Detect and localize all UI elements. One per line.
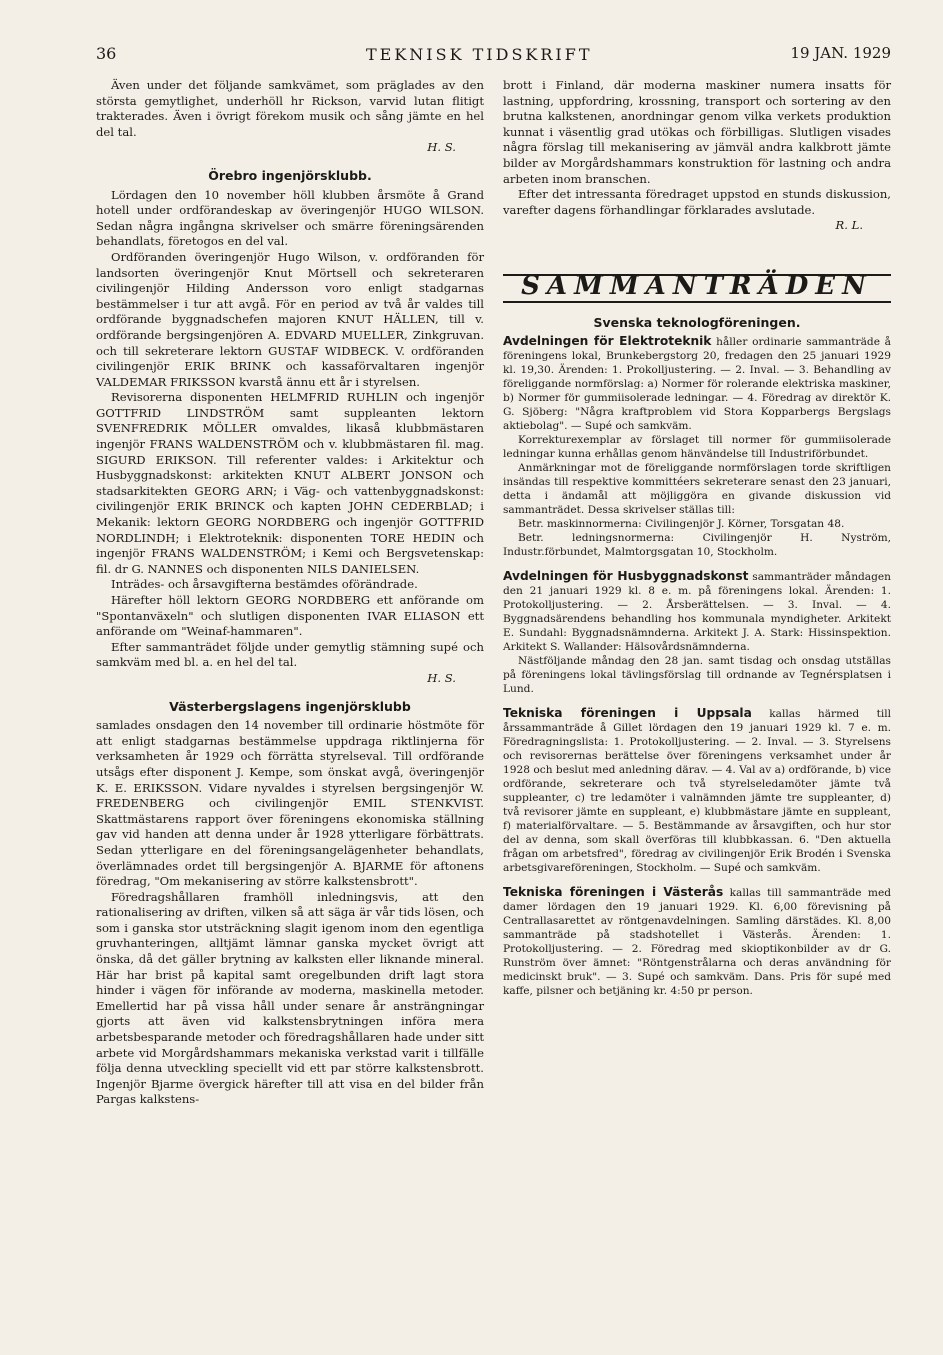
orebro-paragraph-1: Lördagen den 10 november höll klubben årsmöte å Grand hotell under ordförandeskap av överingenjör HUGO WILSON. Sedan några ingångna skrivelser och smärre föreningsärenden behandlats, företogos en del val. xyxy=(96,187,484,249)
sammantraden-banner xyxy=(503,270,891,303)
continued-paragraph-2: Efter det intressanta föredraget uppstod en stunds diskussion, varefter dagens förhandlingar förklarades avslutade. xyxy=(503,187,891,217)
continued-signature: R. L. xyxy=(835,218,863,233)
elektroteknik-paragraph-4: Betr. maskinnormerna: Civilingenjör J. Körner, Torsgatan 48. xyxy=(518,518,845,531)
orebro-paragraph-5: Härefter höll lektorn GEORG NORDBERG ett anförande om "Spontanväxeln" och slutligen disponenten IVAR ELIASON ett anförande om "Weinaf-hammaren". xyxy=(96,593,484,639)
uppsala-heading: Tekniska föreningen i Uppsala xyxy=(503,706,752,721)
elektroteknik-paragraph-2: Korrekturexemplar av förslaget till normer för gummiisolerade ledningar kunna erhållas genom hänvändelse till Industriförbundet. xyxy=(503,434,891,461)
husbyggnad-heading: Avdelningen för Husbyggnadskonst xyxy=(503,569,749,584)
vasterbergslagen-paragraph-1: samlades onsdagen den 14 november till ordinarie höstmöte för att enligt stadgarnas bestämmelse uppdraga riktlinjerna för verksamheten år 1929 och förrätta styrelseval. Till ordförande utsågs efter disponent J. Kempe, som önskat avgå, överingenjör K. E. ERIKSSON. Vidare nyvaldes i styrelsen bergsingenjör W. FREDENBERG och civilingenjör EMIL STENKVIST. Skattmästarens rapport över föreningens ekonomiska ställning gav vid handen att denna under år 1928 ytterligare förbättrats. Sedan ytterligare en del föreningsangelägenheter behandlats, överlämnades ordet till bergsingenjör A. BJARME för aftonens föredrag, "Om mekanisering av större kalkstensbrott". xyxy=(96,718,484,889)
page-header xyxy=(96,44,891,70)
uppsala-text: kallas härmed till årssammanträde å Gillet lördagen den 19 januari 1929 kl. 7 e. m. Föredragningslista: 1. Protokolljustering. — 2. Inval. — 3. Styrelsens och revisorernas berättelse över föreningens verksamhet under år 1928 och beslut med anledning därav. — 4. Val av a) ordförande, b) vice ordförande, sekreterare och två styrelseledamöter jämte två suppleanter, c) tre ledamöter i valnämnden jämte tre suppleanter, d) två revisorer jämte en suppleant, e) klubbmästare jämte en suppleant, f) materialförvaltare. — 5. Bestämmande av årsavgiften, och hur stor del av denna, som skall överföras till klubbkassan. 6. "Den aktuella frågan om arbetsfred", föredrag av civilingenjör Erik Brodén i Svenska arbetsgivareföreningen, Stockholm. — Supé och samkväm. xyxy=(503,708,891,875)
orebro-paragraph-4: Inträdes- och årsavgifterna bestämdes oförändrade. xyxy=(111,577,418,592)
elektroteknik-heading: Avdelningen för Elektroteknik xyxy=(503,334,712,349)
teknologforeningen-heading: Svenska teknologföreningen. xyxy=(593,314,801,330)
elektroteknik-text: håller ordinarie sammanträde å föreningens lokal, Brunkebergstorg 20, fredagen den 25 januari 1929 kl. 19,30. Ärenden: 1. Prokolljustering. — 2. Inval. — 3. Behandling av föreliggande normförslag: a) Normer för rolerande elektriska maskiner, b) Normer för gummiisolerade ledningar. — 4. Föredrag av direktör K. G. Sjöberg: "Några kraftproblem vid Stora Kopparbergs Bergslags aktiebolag". — Supé och samkväm. xyxy=(503,336,891,433)
orebro-paragraph-6: Efter sammanträdet följde under gemytlig stämning supé och samkväm med bl. a. en hel del tal. xyxy=(96,639,484,670)
issue-date: 19 JAN. 1929 xyxy=(790,44,891,62)
husbyggnad-paragraph-2: Nästföljande måndag den 28 jan. samt tisdag och onsdag utställas på föreningens lokal tävlingsförslag till ordnande av Tegnérsplatsen i Lund. xyxy=(503,655,891,696)
orebro-signature: H. S. xyxy=(427,670,456,685)
left-column xyxy=(96,78,484,1108)
journal-title: TEKNISK TIDSKRIFT xyxy=(366,45,593,64)
vasteras-text: kallas till sammanträde med damer lördagen den 19 januari 1929. Kl. 6,00 förevisning på Centrallasarettet av röntgenavdelningen. Samling därstädes. Kl. 8,00 sammanträde på stadshotellet i Västerås. Ärenden: 1. Protokolljustering. — 2. Föredrag med skioptikonbilder av dr G. Runström över ämnet: "Röntgenstrålarna och deras användning för medicinskt bruk". — 3. Supé och samkväm. Dans. Pris för supé med kaffe, pilsner och betjäning kr. 4:50 pr person. xyxy=(503,887,891,998)
continued-paragraph-1: brott i Finland, där moderna maskiner numera insatts för lastning, uppfordring, krossning, transport och sortering av den brutna kalkstenen, anordningar genom vilka verkets produktion kunnat i väsentlig grad utökas och förbilligas. Slutligen visades några förslag till mekanisering av jämväl andra kalkbrott jämte bilder av Morgårdshammars konstruktion för lastning och andra arbeten inom branschen. xyxy=(503,78,891,186)
elektroteknik-paragraph-3: Anmärkningar mot de föreliggande normförslagen torde skriftligen insändas till respektive kommittéers sekreterare senast den 23 januari, detta i ändamål att möjliggöra en givande diskussion vid sammanträdet. Dessa skrivelser ställas till: xyxy=(503,462,891,517)
vasterbergslagen-heading: Västerbergslagens ingenjörsklubb xyxy=(169,698,411,714)
elektroteknik-paragraph-5: Betr. ledningsnormerna: Civilingenjör H. Nyström, Industr.förbundet, Malmtorgsgatan 10, Stockholm. xyxy=(503,532,891,559)
vasterbergslagen-paragraph-2: Föredragshållaren framhöll inledningsvis, att den rationalisering av driften, vilken så att säga är vår tids lösen, och som i ganska stor utsträckning slagit igenom inom den egentliga gruvhanteringen, alltjämt lämnar ganska mycket övrigt att önska, då det gäller brytning av kalksten eller liknande mineral. Här har brist på kapital samt oregelbunden drift lagt stora hinder i vägen för införande av moderna, maskinella metoder. Emellertid har på vissa håll under senare år ansträngningar gjorts att även vid kalkstensbrytningen införa mera arbetsbesparande metoder och föredragshållaren hade under sitt arbete vid Morgårdshammars mekaniska verkstad varit i tillfälle följa denna utveckling speciellt vid ett par större kalkstensbrott. Ingenjör Bjarme övergick härefter till att visa en del bilder från Pargas kalkstens- xyxy=(96,889,484,1107)
page-number: 36 xyxy=(96,44,117,63)
intro-signature: H. S. xyxy=(427,140,456,155)
husbyggnad-notice xyxy=(503,569,891,696)
vasteras-heading: Tekniska föreningen i Västerås xyxy=(503,885,724,900)
right-column xyxy=(503,78,891,998)
elektroteknik-notice xyxy=(503,334,891,559)
orebro-heading: Örebro ingenjörsklubb. xyxy=(208,167,372,183)
banner-title: SAMMANTRÄDEN xyxy=(521,270,873,301)
orebro-paragraph-3: Revisorerna disponenten HELMFRID RUHLIN och ingenjör GOTTFRID LINDSTRÖM samt suppleanten lektorn SVENFREDRIK MÖLLER omvaldes, likaså klubbmästaren ingenjör FRANS WALDENSTRÖM och v. klubbmästaren fil. mag. SIGURD ERIKSON. Till referenter valdes: i Arkitektur och Husbyggnadskonst: arkitekten KNUT ALBERT JONSON och stadsarkitekten GEORG ARN; i Väg- och vattenbyggnadskonst: civilingenjör ERIK BRINCK och kapten JOHN CEDERBLAD; i Mekanik: lektorn GEORG NORDBERG och ingenjör GOTTFRID NORDLINDH; i Elektroteknik: disponenten TORE HEDIN och ingenjör FRANS WALDENSTRÖM; i Kemi och Bergsvetenskap: fil. dr G. NANNES och disponenten NILS DANIELSEN. xyxy=(96,390,484,576)
orebro-paragraph-2: Ordföranden överingenjör Hugo Wilson, v. ordföranden för landsorten överingenjör Knut Mörtsell och sekreteraren civilingenjör Hilding Andersson voro enligt stadgarnas bestämmelser i tur att avgå. För en period av två år valdes till ordförande byggnadschefen majoren KNUT HÄLLEN, till v. ordförande bergsingenjören A. EDVARD MUELLER, Zinkgruvan. och till sekreterare lektorn GUSTAF WIDBECK. V. ordföranden civilingenjör ERIK BRINK och kassaförvaltaren ingenjör VALDEMAR FRIKSSON kvarstå ännu ett år i styrelsen. xyxy=(96,249,484,389)
husbyggnad-text: sammanträder måndagen den 21 januari 1929 kl. 8 e. m. på föreningens lokal. Ärenden: 1. Protokolljustering. — 2. Årsberättelsen. — 3. Inval. — 4. Byggnadsärendens behandling hos kommunala myndigheter. Arkitekt E. Sundahl: Byggnadsnämnderna. Arkitekt J. A. Stark: Hissinspektion. Arkitekt S. Wallander: Hälsovårdsnämnderna. xyxy=(503,571,891,654)
vasteras-notice xyxy=(503,885,891,998)
intro-paragraph: Även under det följande samkvämet, som präglades av den största gemytlighet, underhöll hr Rickson, varvid lutan flitigt trakterades. Även i övrigt förekom musik och sång jämte en hel del tal. xyxy=(96,78,484,139)
uppsala-notice xyxy=(503,706,891,875)
